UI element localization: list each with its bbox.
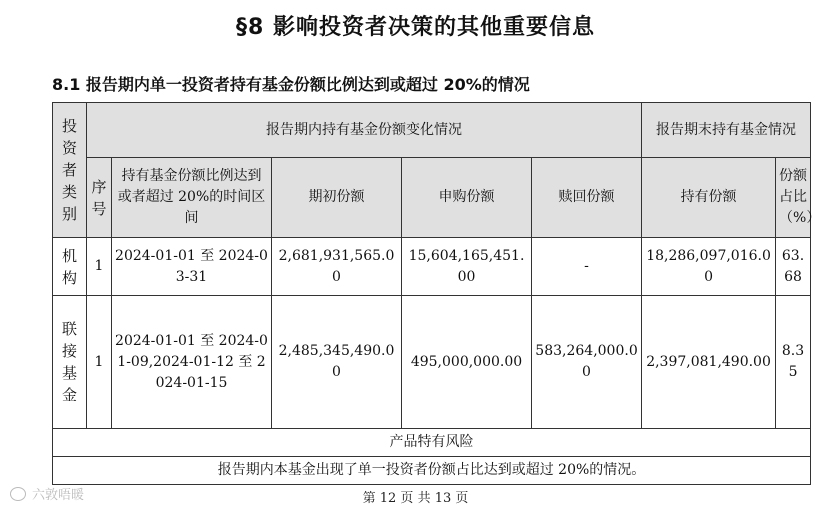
row-holding: 2,397,081,490.00 [642,296,776,429]
risk-title: 产品特有风险 [53,429,811,457]
row-ratio: 8.35 [776,296,811,429]
header-period: 持有基金份额比例达到或者超过 20%的时间区间 [112,158,272,238]
header-ratio: 份额占比（%） [776,158,811,238]
header-holding: 持有份额 [642,158,776,238]
header-change-group: 报告期内持有基金份额变化情况 [87,103,642,158]
header-initial: 期初份额 [272,158,402,238]
row-subscribe: 15,604,165,451.00 [402,238,532,296]
header-investor-type: 投 资 者 类 别 [53,103,87,238]
table-row [53,296,811,429]
row-redeem: 583,264,000.00 [532,296,642,429]
row-investor-type: 联 接 基 金 [53,296,87,429]
row-redeem: - [532,238,642,296]
row-initial: 2,681,931,565.00 [272,238,402,296]
holding-table [52,102,821,485]
row-subscribe: 495,000,000.00 [402,296,532,429]
row-seq: 1 [87,238,112,296]
row-initial: 2,485,345,490.00 [272,296,402,429]
row-period: 2024-01-01 至 2024-03-31 [112,238,272,296]
row-period: 2024-01-01 至 2024-01-09,2024-01-12 至 2024-01-15 [112,296,272,429]
risk-title-row [53,429,811,457]
risk-text-row [53,457,811,485]
page-footer: 第 12 页 共 13 页 [362,491,469,506]
row-holding: 18,286,097,016.00 [642,238,776,296]
row-seq: 1 [87,296,112,429]
header-row-1 [53,103,811,158]
section-title: §8 影响投资者决策的其他重要信息 [236,15,595,40]
header-end-group: 报告期末持有基金情况 [642,103,811,158]
header-row-2 [53,158,811,238]
table-row [53,238,811,296]
row-investor-type: 机 构 [53,238,87,296]
header-redeem: 赎回份额 [532,158,642,238]
watermark-logo: 六敦唔暖 [10,484,84,503]
risk-text: 报告期内本基金出现了单一投资者份额占比达到或超过 20%的情况。 [53,457,811,485]
subsection-title: 8.1 报告期内单一投资者持有基金份额比例达到或超过 20%的情况 [52,75,530,94]
row-ratio: 63.68 [776,238,811,296]
header-subscribe: 申购份额 [402,158,532,238]
header-seq: 序 号 [87,158,112,238]
